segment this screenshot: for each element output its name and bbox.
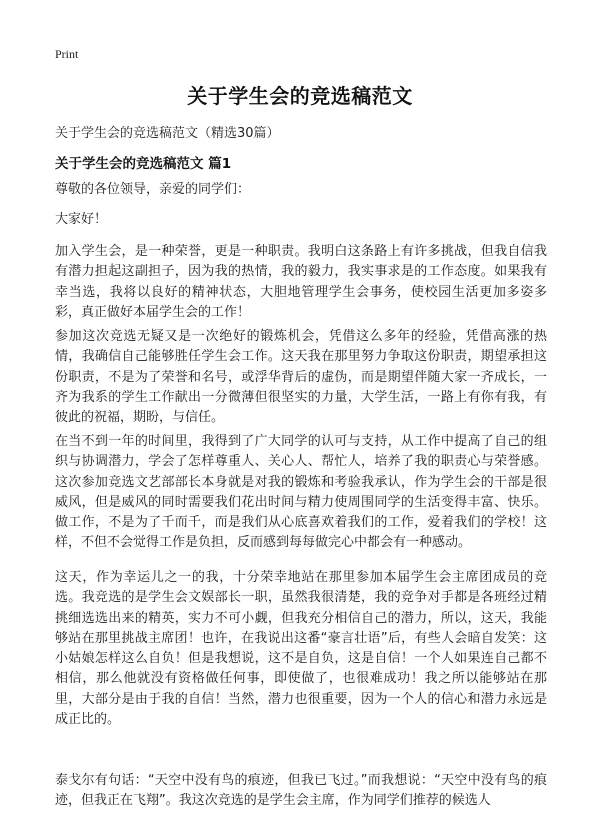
page-title: 关于学生会的竞选稿范文 [187, 84, 413, 108]
paragraph-2: 参加这次竞选无疑又是一次绝好的锻炼机会，凭借这么多年的经验，凭借高涨的热情，我确信自己能够胜任学生会工作。这天我在那里努力争取这份职责，期望承担这份职责，不是为了荣誉和名号，或浮华背后的虚伪，而是期望伴随大家一齐成长，一齐为我系的学生工作献出一分微薄但很坚实的力量，大学生活，一路上有你有我，有彼此的祝福，期盼，与信任。 [55, 329, 547, 426]
paragraph-5: 泰戈尔有句话：“天空中没有鸟的痕迹，但我已飞过。”而我想说：“天空中没有鸟的痕迹，但我正在飞翔”。我这次竞选的是学生会主席，作为同学们推荐的候选人 [55, 773, 547, 809]
document-subtitle: 关于学生会的竞选稿范文（精选30篇） [55, 126, 280, 141]
paragraph-greeting: 大家好！ [55, 212, 108, 227]
section-heading: 关于学生会的竞选稿范文 篇1 [55, 156, 232, 172]
paragraph-1: 加入学生会，是一种荣誉，更是一种职责。我明白这条路上有许多挑战，但我自信我有潜力担起这副担子，因为我的热情，我的毅力，我实事求是的工作态度。如果我有幸当选，我将以良好的精神状态，大胆地管理学生会事务，使校园生活更加多姿多彩，真正做好本届学生会的工作！ [55, 244, 547, 320]
paragraph-3: 在当不到一年的时间里，我得到了广大同学的认可与支持，从工作中提高了自己的组织与协调潜力，学会了怎样尊重人、关心人、帮忙人，培养了我的职责心与荣誉感。这次参加竞选文艺部部长本身就是对我的锻炼和考验我承认，作为学生会的干部是很威风，但是威风的同时需要我们花出时间与精力使周围同学的生活变得丰富、快乐。做工作，不是为了千而千，而是我们从心底喜欢着我们的工作，爱着我们的学校！这样，不但不会觉得工作是负担，反而感到每每做完心中都会有一种感动。 [55, 434, 547, 551]
print-label: Print [55, 47, 79, 61]
paragraph-4: 这天，作为幸运儿之一的我，十分荣幸地站在那里参加本届学生会主席团成员的竞选。我竞选的是学生会文娱部长一职，虽然我很清楚，我的竞争对手都是各班经过精挑细选选出来的精英，实力不可小觑，但我充分相信自己的潜力，所以，这天，我能够站在那里挑战主席团！也许，在我说出这番“豪言壮语”后，有些人会暗自发笑：这小姑娘怎样这么自负！但是我想说，这不是自负，这是自信！一个人如果连自己都不相信，那么他就没有资格做任何事，即使做了，也很难成功！我之所以能够站在那里，大部分是由于我的自信！当然，潜力也很重要，因为一个人的信心和潜力永远是成正比的。 [55, 570, 547, 728]
paragraph-salutation: 尊敬的各位领导，亲爱的同学们： [55, 182, 251, 197]
